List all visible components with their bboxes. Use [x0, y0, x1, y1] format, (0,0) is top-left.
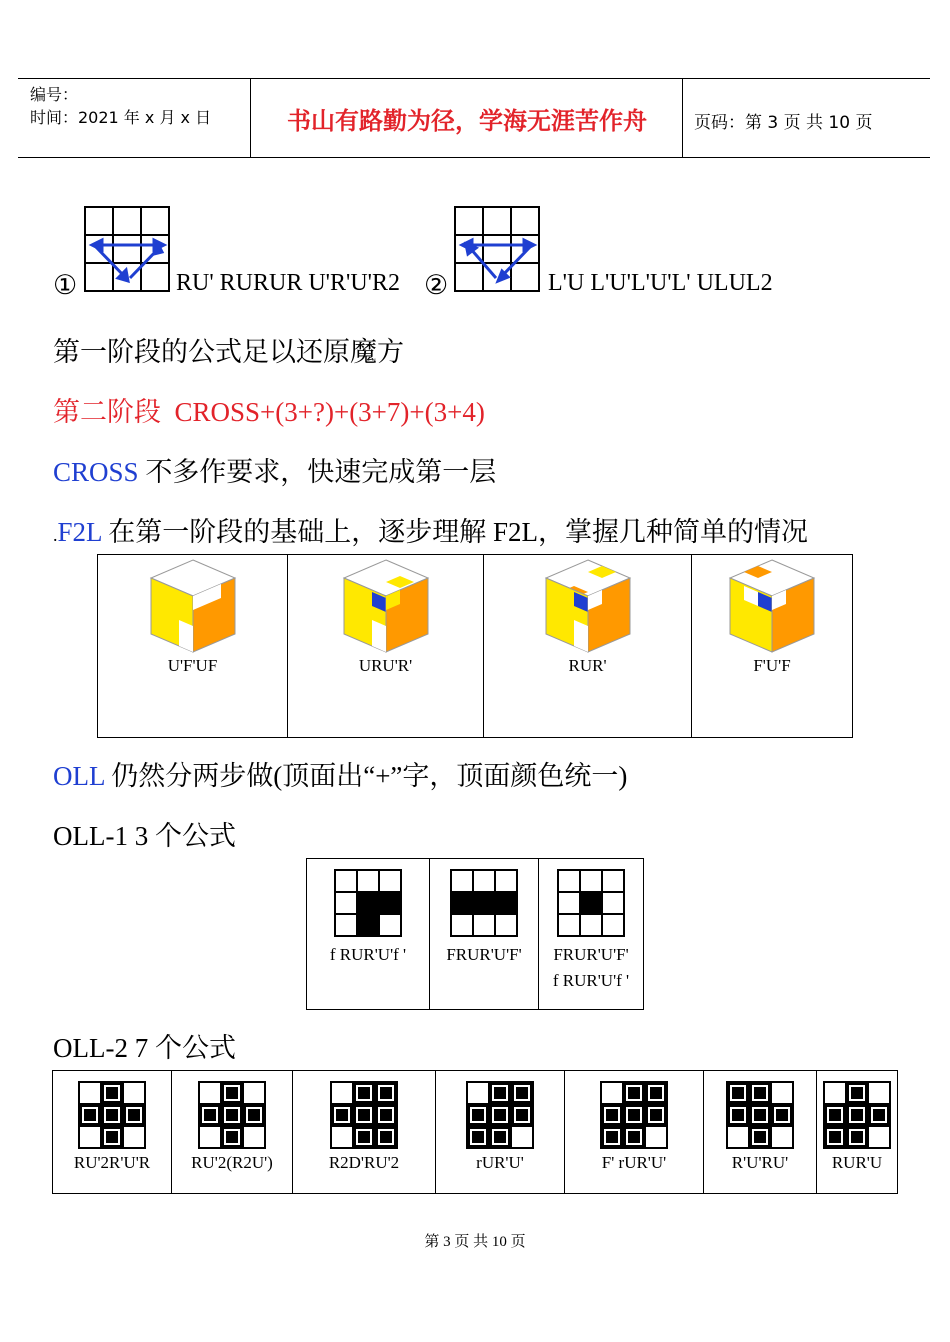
cube-icon: [143, 556, 243, 656]
oll1-title: OLL-1 3 个公式: [53, 821, 236, 851]
stage2-formula: CROSS+(3+?)+(3+7)+(3+4): [174, 397, 485, 427]
pll-number-2: ②: [424, 270, 449, 300]
header-page-label: 页码：第 3 页 共 10 页: [694, 113, 873, 133]
oll2-case: [436, 1071, 565, 1194]
oll-pattern: [450, 869, 518, 937]
oll1-case-label: FRUR'U'F': [553, 945, 629, 964]
cross-text: 不多作要求，快速完成第一层: [138, 457, 497, 487]
f2l-case: [484, 555, 692, 738]
f2l-case-label: URU'R': [358, 656, 413, 675]
header-divider: [682, 79, 683, 157]
oll2-case-label: RU'2R'U'R: [73, 1153, 151, 1172]
cube-icon: [722, 556, 822, 656]
f2l-table: [97, 554, 853, 738]
oll2-case-label: R2D'RU'2: [328, 1153, 400, 1172]
oll1-case: [430, 859, 539, 1010]
f2l-case-label: F'U'F: [753, 656, 791, 675]
oll1-table: [306, 858, 644, 1010]
arrows-icon: [456, 208, 542, 294]
oll-pattern: [466, 1081, 534, 1149]
footer-page-number: 第 3 页 共 10 页: [424, 1234, 526, 1250]
pll-diagram-2: [454, 206, 540, 292]
oll2-case: [172, 1071, 293, 1194]
oll-text: 仍然分两步做(顶面出“+”字，顶面颜色统一): [104, 761, 628, 791]
oll2-case-label: RU'2(R2U'): [191, 1153, 273, 1172]
oll-term: OLL: [53, 761, 105, 791]
f2l-prefix: .: [53, 525, 58, 545]
pll-diagram-1: [84, 206, 170, 292]
page-header: [18, 78, 930, 158]
pll-formula-1: RU' RURUR U'R'U'R2: [176, 270, 401, 296]
f2l-line: [53, 510, 808, 549]
page-footer: [0, 1230, 950, 1251]
oll1-case-label: f RUR'U'f ': [552, 971, 630, 990]
oll-pattern: [330, 1081, 398, 1149]
oll2-case-label: R'U'RU': [731, 1153, 789, 1172]
time-label: 时间：2021 年 x 月 x 日: [30, 108, 212, 127]
oll-pattern: [726, 1081, 794, 1149]
f2l-case: [288, 555, 484, 738]
oll2-case: [293, 1071, 436, 1194]
oll1-case: [539, 859, 644, 1010]
arrows-icon: [86, 208, 172, 294]
oll-pattern: [334, 869, 402, 937]
oll-pattern: [823, 1081, 891, 1149]
stage1-note: 第一阶段的公式足以还原魔方: [53, 337, 404, 367]
oll2-case-label: rUR'U': [476, 1153, 524, 1172]
stage2-heading: [53, 390, 485, 429]
oll2-title: OLL-2 7 个公式: [53, 1033, 236, 1063]
cube-icon: [336, 556, 436, 656]
oll2-table: [52, 1070, 898, 1194]
oll1-case: [307, 859, 430, 1010]
oll2-case: [817, 1071, 898, 1194]
cross-term: CROSS: [53, 457, 139, 487]
f2l-text: 在第一阶段的基础上，逐步理解 F2L，掌握几种简单的情况: [101, 517, 809, 547]
oll2-case: [565, 1071, 704, 1194]
oll-pattern: [78, 1081, 146, 1149]
oll2-case: [704, 1071, 817, 1194]
cross-line: [53, 450, 496, 489]
f2l-case: [692, 555, 853, 738]
oll2-case-label: RUR'U: [831, 1153, 883, 1172]
cube-icon: [538, 556, 638, 656]
oll2-case-label: F' rUR'U': [601, 1153, 667, 1172]
oll2-case: [53, 1071, 172, 1194]
oll-line: [53, 754, 627, 793]
pll-line: [53, 270, 77, 301]
f2l-case-label: U'F'UF: [167, 656, 218, 675]
oll1-case-label: f RUR'U'f ': [329, 945, 407, 964]
f2l-case: [98, 555, 288, 738]
oll1-case-label: FRUR'U'F': [446, 945, 522, 964]
header-meta: [30, 83, 211, 129]
f2l-case-label: RUR': [568, 656, 607, 675]
header-divider: [250, 79, 251, 157]
oll-pattern: [600, 1081, 668, 1149]
stage2-title: 第二阶段: [53, 397, 161, 427]
header-motto: 书山有路勤为径，学海无涯苦作舟: [287, 107, 647, 135]
oll-pattern: [198, 1081, 266, 1149]
pll-number-1: ①: [53, 270, 78, 300]
f2l-term: F2L: [57, 517, 102, 547]
oll-pattern: [557, 869, 625, 937]
pll-formula-2: L'U L'U'L'U'L' ULUL2: [548, 270, 773, 296]
serial-label: 编号：: [30, 85, 79, 104]
